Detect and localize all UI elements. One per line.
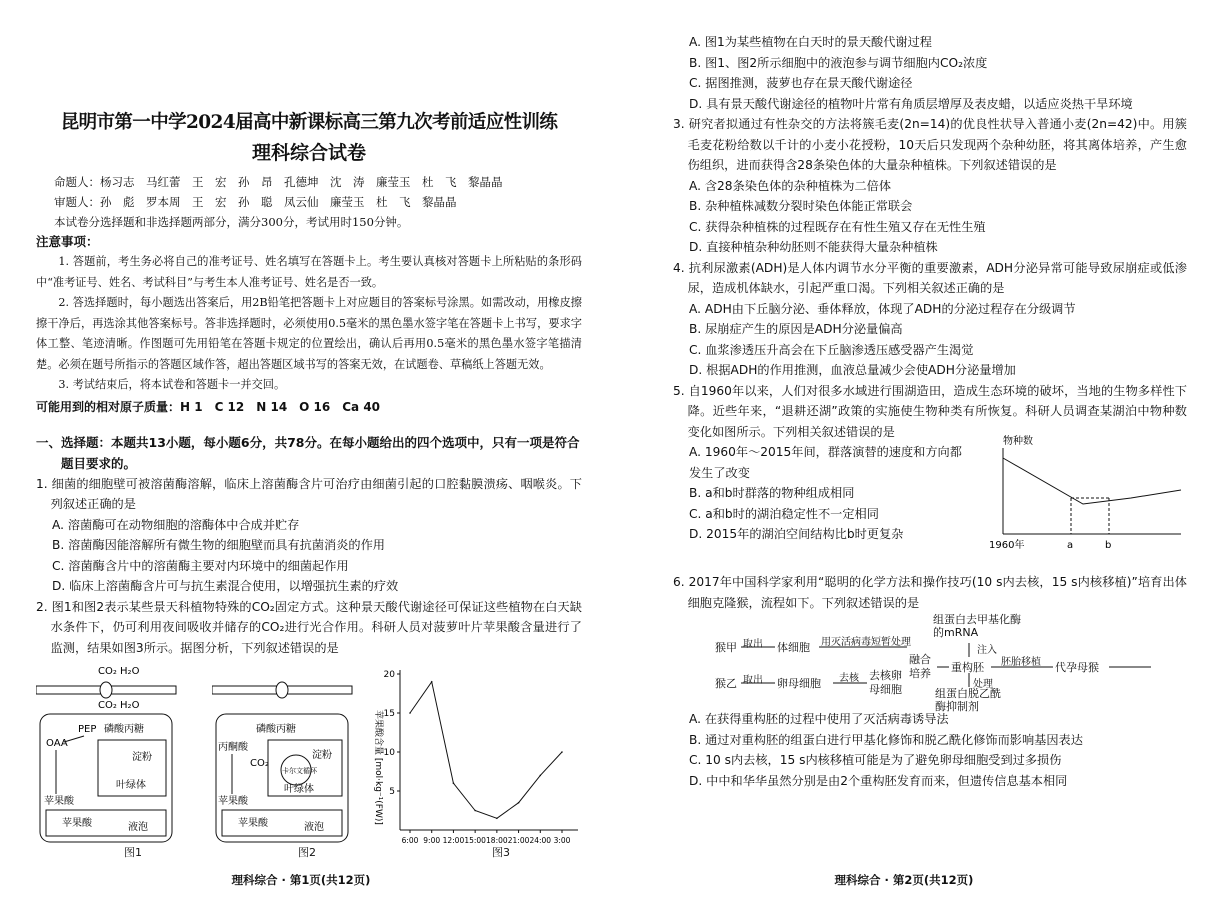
proposers: 命题人：杨习志 马红蕾 王 宏 孙 昂 孔德坤 沈 涛 廉莹玉 杜 飞 黎晶晶	[54, 175, 503, 189]
q4-option-d: D. 根据ADH的作用推测，血液总量减少会使ADH分泌量增加	[689, 363, 1016, 377]
notice-1: 1. 答题前，考生务必将自己的准考证号、姓名填写在答题卡上。考生要认真核对答题卡上所粘贴的条形码中“准考证号、姓名、考试科目”与考生本人准考证号、姓名是否一致。	[36, 255, 582, 289]
fig2-co2: CO₂	[250, 758, 269, 769]
fig2-pyruvate: 丙酮酸	[218, 742, 248, 753]
q1-stem: 1. 细菌的细胞壁可被溶菌酶溶解，临床上溶菌酶含片可治疗由细菌引起的口腔黏膜溃疡、咽喉炎。下列叙述正确的是	[36, 476, 582, 511]
q2-option-b: B. 图1、图2所示细胞中的液泡参与调节细胞内CO₂浓度	[689, 55, 988, 70]
flow-mrna: 组蛋白去甲基化酶的mRNA	[933, 613, 1021, 639]
q6-flowchart	[673, 613, 1187, 713]
notice-3: 3. 考试结束后，将本试卷和答题卡一并交回。	[58, 378, 286, 391]
intro: 本试卷分选择题和非选择题两部分，满分300分，考试用时150分钟。	[54, 215, 409, 229]
chart-point-1	[431, 681, 433, 683]
chart-ytick-label-2: 15	[383, 709, 395, 719]
chart-xtick-label-7: 3:00	[553, 836, 571, 845]
figure-3-chart	[366, 660, 582, 860]
q4-option-a: A. ADH由下丘脑分泌、垂体释放，体现了ADH的分泌过程存在分级调节	[689, 301, 1076, 316]
chart-point-2	[453, 782, 455, 784]
fig1-starch: 淀粉	[132, 752, 152, 763]
flow-surrogate: 代孕母猴	[1055, 661, 1099, 674]
fig1-malic: 苹果酸	[44, 796, 74, 807]
chart-point-4	[496, 818, 498, 820]
q5-option-d: D. 2015年的湖泊空间结构比b时更复杂	[689, 527, 904, 541]
chart-point-7	[561, 751, 563, 753]
q4-option-b: B. 尿崩症产生的原因是ADH分泌量偏高	[689, 322, 903, 336]
flow-enucleated-oocyte: 去核卵母细胞	[869, 669, 902, 696]
q2-option-a: A. 图1为某些植物在白天时的景天酸代谢过程	[689, 35, 932, 49]
chart-xtick-label-5: 21:00	[507, 836, 530, 845]
chart-point-0	[409, 712, 411, 714]
flow-take: 取出	[743, 639, 763, 650]
q5-block	[673, 436, 1187, 572]
q3-option-a: A. 含28条染色体的杂种植株为二倍体	[689, 178, 892, 193]
flow-take2: 取出	[743, 675, 763, 686]
figure-1	[36, 660, 186, 860]
fig2-chloroplast: 叶绿体	[284, 784, 314, 795]
q5-graph-xb: b	[1105, 540, 1112, 551]
flow-reconstructed: 重构胚	[951, 661, 984, 674]
q5-graph-ylabel: 物种数	[1003, 436, 1033, 447]
flow-monkey-a: 猴甲	[715, 641, 737, 654]
fig2-malic: 苹果酸	[218, 796, 248, 807]
chart-ytick-label-0: 5	[389, 787, 395, 797]
page-2-footer: 理科综合 · 第2页(共12页)	[834, 873, 974, 887]
fig1-co2-h2o-bottom: CO₂ H₂O	[98, 700, 140, 711]
q3-stem: 3. 研究者拟通过有性杂交的方法将簇毛麦(2n=14)的优良性状导入普通小麦(2n=42)中。用簇毛麦花粉给数以千计的小麦小花授粉，10天后只发现两个杂种幼胚，将其离体培养，产生愈伤组织，进而获得含28条染色体的大量杂种植株。下列叙述错误的是	[673, 117, 1187, 172]
q4-option-c: C. 血浆渗透压升高会在下丘脑渗透压感受器产生渴觉	[689, 342, 974, 357]
flow-inhibitor: 组蛋白脱乙酰酶抑制剂	[935, 687, 1001, 713]
chart-xtick-label-4: 18:00	[486, 836, 508, 845]
flow-oocyte: 卵母细胞	[777, 677, 821, 690]
chart-xtick-label-0: 6:00	[401, 836, 419, 845]
fig2-vacuole: 液泡	[304, 822, 324, 833]
atomic-masses: 可能用到的相对原子质量：H 1 C 12 N 14 O 16 Ca 40	[36, 399, 381, 414]
fig2-triose: 磷酸丙糖	[256, 724, 296, 735]
q3-option-d: D. 直接种植杂种幼胚则不能获得大量杂种植株	[689, 240, 938, 254]
q1-option-d: D. 临床上溶菌酶含片可与抗生素混合使用，以增强抗生素的疗效	[52, 579, 399, 593]
q2-option-d: D. 具有景天酸代谢途径的植物叶片常有角质层增厚及表皮蜡，以适应炎热干旱环境	[689, 96, 1133, 111]
chart-ylabel: 苹果酸含量 [mol·kg⁻¹(FW)]	[373, 710, 383, 825]
q5-stem: 5. 自1960年以来，人们对很多水域进行围湖造田，造成生态环境的破坏，当地的生物多样性下降。近些年来，“退耕还湖”政策的实施使生物种类有所恢复。科研人员调查某湖泊中物种数变化如图所示。下列相关叙述错误的是	[673, 383, 1187, 439]
q5-option-b: B. a和b时群落的物种组成相同	[689, 486, 855, 500]
fig2-starch: 淀粉	[312, 750, 332, 761]
q4-stem: 4. 抗利尿激素(ADH)是人体内调节水分平衡的重要激素，ADH分泌异常可能导致尿崩症或低渗尿，造成机体缺水，引起严重口渴。下列相关叙述正确的是	[673, 260, 1187, 295]
fig1-oaa: OAA	[46, 738, 68, 749]
flow-somatic: 体细胞	[777, 641, 810, 654]
chart-point-5	[518, 802, 520, 804]
q6-stem: 6. 2017年中国科学家利用“聪明的化学方法和操作技巧(10 s内去核，15 s内核移植)”培育出体细胞克隆猴，流程如下。下列叙述错误的是	[673, 575, 1187, 610]
exam-subtitle: 理科综合试卷	[251, 142, 366, 164]
chart-xtick-label-1: 9:00	[423, 836, 441, 845]
q5-species-graph	[983, 434, 1183, 554]
q3-option-c: C. 获得杂种植株的过程既存在有性生殖又存在无性生殖	[689, 219, 986, 234]
q6-option-b: B. 通过对重构胚的组蛋白进行甲基化修饰和脱乙酰化修饰而影响基因表达	[689, 732, 1083, 747]
page-2	[603, 0, 1205, 900]
exam-title: 昆明市第一中学2024届高中新课标高三第九次考前适应性训练	[60, 112, 558, 133]
fig1-triose: 磷酸丙糖	[104, 724, 144, 735]
q6-option-c: C. 10 s内去核，15 s内核移植可能是为了避免卵母细胞受到过多损伤	[689, 753, 1062, 767]
q2-figures	[36, 660, 582, 860]
reviewers: 审题人：孙 彪 罗本周 王 宏 孙 聪 凤云仙 廉莹玉 杜 飞 黎晶晶	[54, 195, 457, 209]
figure-2	[212, 660, 362, 860]
chart-series-line	[410, 682, 562, 819]
chart-point-6	[539, 775, 541, 777]
flow-transplant: 胚胎移植	[1001, 657, 1041, 668]
q1-option-a: A. 溶菌酶可在动物细胞的溶酶体中合成并贮存	[52, 517, 300, 532]
flow-enucleate: 去核	[839, 673, 859, 684]
flow-fuse: 融合培养	[909, 653, 931, 680]
q1-option-c: C. 溶菌酶含片中的溶菌酶主要对内环境中的细菌起作用	[52, 558, 349, 573]
fig1-malic-vacuole: 苹果酸	[62, 818, 92, 829]
fig2-malic-vacuole: 苹果酸	[238, 818, 268, 829]
q1-option-b: B. 溶菌酶因能溶解所有微生物的细胞壁而具有抗菌消炎的作用	[52, 538, 385, 552]
chart-ytick-label-1: 10	[383, 748, 395, 758]
q5-option-a: A. 1960年～2015年间，群落演替的速度和方向都发生了改变	[689, 445, 962, 480]
chart-xtick-label-3: 15:00	[464, 836, 486, 845]
notice-2: 2. 答选择题时，每小题选出答案后，用2B铅笔把答题卡上对应题目的答案标号涂黑。如需改动，用橡皮擦擦干净后，再选涂其他答案标号。答非选择题时，必须使用0.5毫米的黑色墨水签字笔在答题卡上书写，要求字体工整、笔迹清晰。作图题可先用铅笔在答题卡规定的位置绘出，确认后再用0.5毫米的黑色墨水签字笔描清楚。必须在题号所指示的答题区域作答，超出答题区域书写的答案无效，在试题卷、草稿纸上答题无效。	[36, 296, 582, 371]
q2-option-c: C. 据图推测，菠萝也存在景天酸代谢途径	[689, 76, 913, 90]
fig2-calvin: 卡尔文循环	[282, 767, 317, 775]
q3-option-b: B. 杂种植株减数分裂时染色体能正常联会	[689, 199, 913, 213]
fig1-co2-h2o-top: CO₂ H₂O	[98, 666, 140, 677]
q6-option-d: D. 中中和华华虽然分别是由2个重构胚发育而来，但遗传信息基本相同	[689, 773, 1068, 788]
page-1	[0, 0, 602, 900]
figure-1-label: 图1	[124, 846, 142, 859]
flow-arrows	[673, 615, 1153, 705]
chart-xtick-label-6: 24:00	[529, 836, 552, 845]
figure-2-label: 图2	[298, 846, 316, 859]
q5-option-c: C. a和b时的湖泊稳定性不一定相同	[689, 506, 879, 521]
q6-option-a: A. 在获得重构胚的过程中使用了灭活病毒诱导法	[689, 712, 949, 726]
chart-ytick-label-3: 20	[383, 670, 395, 680]
notice-heading: 注意事项：	[36, 234, 99, 249]
page-1-footer: 理科综合 · 第1页(共12页)	[231, 873, 371, 887]
figure-3-label: 图3	[492, 846, 510, 859]
flow-inactivate: 用灭活病毒短暂处理	[821, 637, 911, 648]
q5-graph-x1960: 1960年	[989, 540, 1025, 551]
flow-monkey-b: 猴乙	[715, 677, 737, 690]
section-heading: 一、选择题：本题共13小题，每小题6分，共78分。在每小题给出的四个选项中，只有一项是符合题目要求的。	[36, 434, 580, 471]
chart-xtick-label-2: 12:00	[442, 836, 465, 845]
q2-stem: 2. 图1和图2表示某些景天科植物特殊的CO₂固定方式。这种景天酸代谢途径可保证这些植物在白天缺水条件下，仍可利用夜间吸收并储存的CO₂进行光合作用。科研人员对菠萝叶片苹果酸含量进行了监测，结果如图3所示。据图分析，下列叙述错误的是	[36, 599, 582, 655]
fig1-vacuole: 液泡	[128, 822, 148, 833]
flow-inject: 注入	[977, 645, 997, 656]
fig1-chloroplast: 叶绿体	[116, 780, 146, 791]
q5-graph-xa: a	[1067, 540, 1074, 551]
fig1-pep: PEP	[78, 724, 97, 735]
flow-process: 处理	[973, 679, 993, 690]
chart-point-3	[474, 810, 476, 812]
